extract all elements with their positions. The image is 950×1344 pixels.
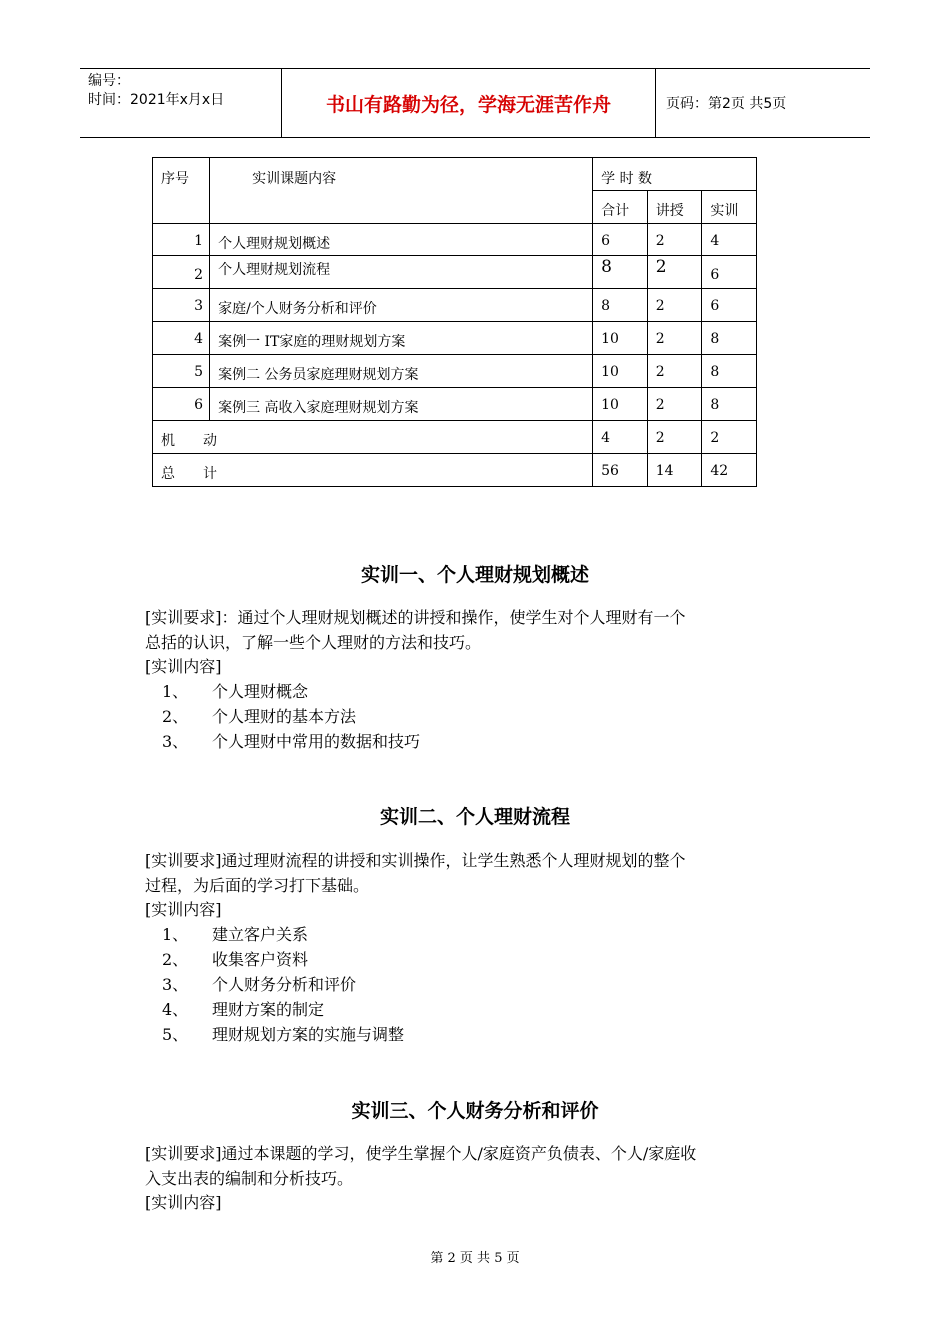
row-lecture: 2 — [647, 256, 702, 289]
header-page-number: 页码：第2页 共5页 — [666, 96, 787, 112]
row-topic: 案例二 公务员家庭理财规划方案 — [210, 355, 593, 388]
section-requirement — [145, 1142, 815, 1216]
sum-lecture: 14 — [647, 454, 702, 487]
table-row — [153, 289, 757, 322]
list-text: 理财方案的制定 — [212, 1000, 325, 1019]
list-item — [162, 730, 420, 754]
flex-total: 4 — [593, 421, 648, 454]
row-topic: 案例一 IT家庭的理财规划方案 — [210, 322, 593, 355]
table-row — [153, 322, 757, 355]
row-number: 3 — [153, 289, 210, 322]
content-label: [实训内容] — [145, 900, 222, 919]
section-requirement — [145, 606, 815, 680]
content-label: [实训内容] — [145, 657, 222, 676]
col-seq-header: 序号 — [153, 158, 210, 224]
list-number: 3、 — [162, 732, 189, 751]
row-topic: 案例三 高收入家庭理财规划方案 — [210, 388, 593, 421]
sub-lecture-header: 讲授 — [647, 191, 702, 224]
list-item — [162, 1023, 404, 1047]
list-text: 理财规划方案的实施与调整 — [212, 1025, 405, 1044]
row-total: 10 — [593, 322, 648, 355]
row-total: 10 — [593, 388, 648, 421]
total-label: 总 计 — [153, 454, 593, 487]
list-number: 5、 — [162, 1025, 189, 1044]
page-footer: 第 2 页 共 5 页 — [430, 1251, 520, 1266]
row-total: 6 — [593, 224, 648, 256]
row-practice: 6 — [702, 289, 757, 322]
section-title: 实训二、个人理财流程 — [379, 806, 570, 828]
requirement-line: 过程，为后面的学习打下基础。 — [145, 875, 370, 895]
row-number: 1 — [153, 224, 210, 256]
row-lecture: 2 — [647, 322, 702, 355]
list-text: 建立客户关系 — [212, 925, 309, 944]
row-number: 6 — [153, 388, 210, 421]
row-lecture: 2 — [647, 355, 702, 388]
training-hours-table — [152, 157, 757, 487]
list-number: 1、 — [162, 682, 189, 701]
list-number: 4、 — [162, 1000, 189, 1019]
sub-practice-header: 实训 — [702, 191, 757, 224]
page-header — [80, 68, 870, 138]
row-total: 8 — [593, 256, 648, 289]
time-label: 时间：2021年x月x日 — [88, 92, 225, 108]
row-number: 5 — [153, 355, 210, 388]
flex-label: 机 动 — [153, 421, 593, 454]
header-motto: 书山有路勤为径，学海无涯苦作舟 — [282, 69, 656, 137]
row-practice: 4 — [702, 224, 757, 256]
list-text: 个人理财中常用的数据和技巧 — [212, 732, 421, 751]
row-total: 8 — [593, 289, 648, 322]
list-number: 3、 — [162, 975, 189, 994]
list-item — [162, 973, 356, 997]
list-text: 个人理财概念 — [212, 682, 309, 701]
col-hours-header: 学 时 数 — [593, 158, 757, 191]
flex-practice: 2 — [702, 421, 757, 454]
list-text: 个人财务分析和评价 — [212, 975, 357, 994]
header-meta — [80, 69, 282, 137]
content-label: [实训内容] — [145, 1193, 222, 1212]
sum-practice: 42 — [702, 454, 757, 487]
row-lecture: 2 — [647, 289, 702, 322]
list-number: 2、 — [162, 950, 189, 969]
col-topic-header: 实训课题内容 — [210, 158, 593, 224]
row-total: 10 — [593, 355, 648, 388]
code-label: 编号： — [88, 73, 130, 89]
row-topic: 个人理财规划概述 — [210, 224, 593, 256]
list-text: 个人理财的基本方法 — [212, 707, 357, 726]
table-row — [153, 355, 757, 388]
list-item — [162, 923, 308, 947]
section-requirement — [145, 849, 815, 923]
list-item — [162, 705, 356, 729]
row-practice: 8 — [702, 355, 757, 388]
row-lecture: 2 — [647, 224, 702, 256]
list-item — [162, 948, 308, 972]
row-practice: 8 — [702, 322, 757, 355]
list-number: 2、 — [162, 707, 189, 726]
row-number: 4 — [153, 322, 210, 355]
row-number: 2 — [153, 256, 210, 289]
section-title: 实训一、个人理财规划概述 — [360, 564, 589, 586]
row-practice: 6 — [702, 256, 757, 289]
requirement-line: 总括的认识，了解一些个人理财的方法和技巧。 — [145, 632, 482, 652]
sum-total: 56 — [593, 454, 648, 487]
requirement-line: [实训要求]通过本课题的学习，使学生掌握个人/家庭资产负债表、个人/家庭收 — [145, 1144, 697, 1163]
requirement-line: [实训要求]通过理财流程的讲授和实训操作，让学生熟悉个人理财规划的整个 — [145, 851, 686, 870]
requirement-line: 入支出表的编制和分析技巧。 — [145, 1168, 354, 1188]
table-row — [153, 224, 757, 256]
list-item — [162, 680, 308, 704]
flex-row — [153, 421, 757, 454]
row-lecture: 2 — [647, 388, 702, 421]
row-topic: 个人理财规划流程 — [210, 256, 593, 289]
list-item — [162, 998, 324, 1022]
table-row — [153, 388, 757, 421]
section-title: 实训三、个人财务分析和评价 — [351, 1100, 599, 1122]
list-text: 收集客户资料 — [212, 950, 309, 969]
row-topic: 家庭/个人财务分析和评价 — [210, 289, 593, 322]
table-row — [153, 256, 757, 289]
list-number: 1、 — [162, 925, 189, 944]
flex-lecture: 2 — [647, 421, 702, 454]
row-practice: 8 — [702, 388, 757, 421]
sub-total-header: 合计 — [593, 191, 648, 224]
requirement-line: [实训要求]：通过个人理财规划概述的讲授和操作，使学生对个人理财有一个 — [145, 608, 686, 627]
total-row — [153, 454, 757, 487]
